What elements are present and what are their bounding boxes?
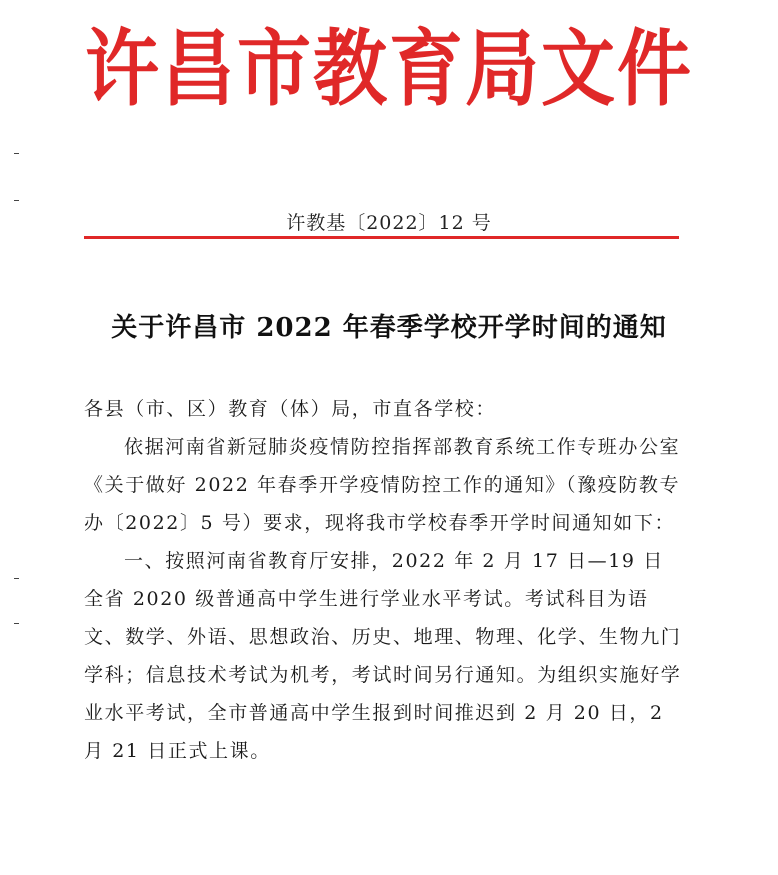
document-title: 关于许昌市 2022 年春季学校开学时间的通知	[111, 313, 667, 343]
issuing-authority-header: 许昌市教育局文件	[85, 21, 693, 118]
document-body	[84, 390, 684, 770]
addressee-line: 各县（市、区）教育（体）局，市直各学校：	[84, 398, 497, 420]
scan-margin-mark	[14, 200, 19, 201]
paragraph-item-one: 一、按照河南省教育厅安排，2022 年 2 月 17 日—19 日全省 2020 级普通高中学生进行学业水平考试。考试科目为语文、数学、外语、思想政治、历史、地理、物理、化学、生物九门学科；信息技术考试为机考，考试时间另行通知。为组织实施好学业水平考试，全市普通高中学生报到时间推迟到 2 月 20 日，2 月 21 日正式上课。	[84, 550, 682, 762]
document-number: 许教基〔2022〕12 号	[286, 212, 492, 234]
scan-margin-mark	[14, 153, 19, 154]
red-divider-line	[84, 236, 679, 239]
scan-margin-mark	[14, 623, 19, 624]
scan-margin-mark	[14, 578, 19, 579]
paragraph-intro: 依据河南省新冠肺炎疫情防控指挥部教育系统工作专班办公室《关于做好 2022 年春季开学疫情防控工作的通知》（豫疫防教专办〔2022〕5 号）要求，现将我市学校春季开学时间通知如下：	[84, 436, 681, 534]
